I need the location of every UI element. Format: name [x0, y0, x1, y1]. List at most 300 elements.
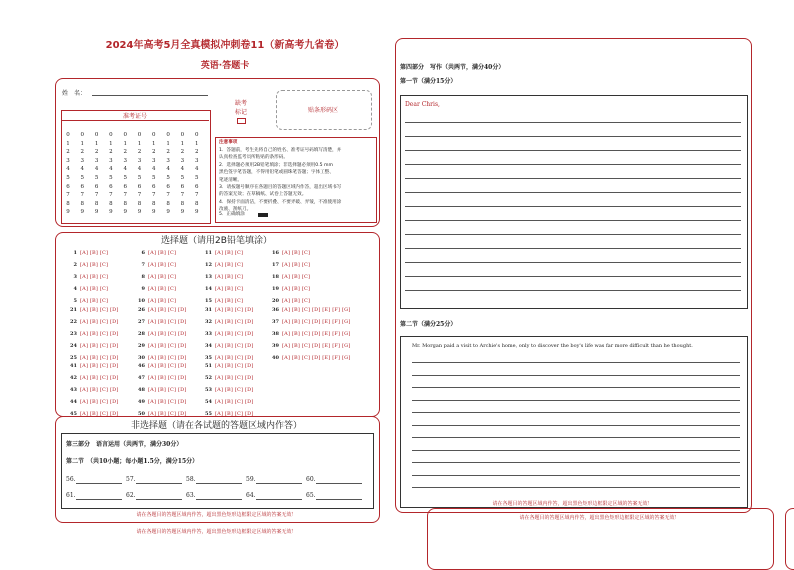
exam-digit-bubble[interactable]: 0 [137, 132, 142, 138]
answer-options[interactable]: [A] [B] [C] [148, 250, 177, 256]
exam-digit-bubble[interactable]: 1 [94, 140, 99, 147]
exam-digit-bubble[interactable]: 7 [194, 192, 199, 199]
choice-question[interactable] [136, 355, 187, 361]
absent-checkbox[interactable] [237, 118, 246, 124]
choice-question[interactable] [270, 298, 310, 304]
answer-options[interactable]: [A] [B] [C] [148, 286, 177, 292]
writing-line [405, 220, 741, 221]
exam-digit-bubble[interactable]: 6 [137, 183, 142, 190]
answer-options[interactable]: [A] [B] [C] [D] [215, 343, 254, 349]
writing-line [412, 412, 740, 413]
exam-digit-bubble[interactable]: 4 [80, 166, 85, 173]
writing-line [412, 462, 740, 463]
question-number: 33 [205, 331, 212, 337]
exam-digit-bubble[interactable]: 3 [152, 157, 156, 164]
choice-question[interactable] [136, 363, 187, 369]
choice-question[interactable] [68, 363, 119, 369]
exam-digit-bubble[interactable]: 5 [80, 174, 85, 181]
answer-options[interactable]: [A] [B] [C] [D] [215, 355, 254, 361]
choice-question[interactable] [203, 298, 243, 304]
exam-digit-bubble[interactable]: 5 [66, 174, 70, 181]
exam-digit-bubble[interactable]: 2 [123, 149, 127, 156]
next-page-border-2 [785, 508, 794, 570]
exam-digit-bubble[interactable]: 0 [109, 132, 113, 138]
choice-question[interactable] [203, 307, 254, 313]
writing-line [412, 400, 740, 401]
question-number: 14 [205, 286, 212, 292]
exam-digit-bubble[interactable]: 6 [80, 183, 85, 190]
choice-question[interactable] [68, 319, 119, 325]
exam-digit-bubble[interactable]: 3 [180, 157, 185, 164]
writing-line [412, 487, 740, 488]
exam-digit-column[interactable] [107, 131, 115, 217]
exam-digit-bubble[interactable]: 3 [123, 157, 127, 164]
absent-label: 缺考 标记 [234, 100, 247, 116]
exam-digit-bubble[interactable]: 6 [94, 183, 99, 190]
answer-options[interactable]: [A] [B] [C] [D] [80, 411, 119, 417]
writing-line [405, 164, 741, 165]
answer-options[interactable]: [A] [B] [C] [D] [148, 387, 187, 393]
exam-digit-bubble[interactable]: 8 [180, 200, 185, 207]
exam-digit-bubble[interactable]: 2 [66, 149, 70, 156]
question-number: 44 [70, 399, 77, 405]
answer-options[interactable]: [A] [B] [C] [282, 286, 311, 292]
exam-digit-column[interactable] [178, 131, 186, 217]
exam-digit-bubble[interactable]: 6 [66, 183, 70, 190]
sheet-subtitle: 英语·答题卡 [200, 61, 250, 71]
exam-digit-bubble[interactable]: 9 [123, 209, 127, 216]
answer-options[interactable]: [A] [B] [C] [D] [80, 399, 119, 405]
answer-options[interactable]: [A] [B] [C] [D] [148, 343, 187, 349]
question-number: 23 [70, 331, 77, 337]
choice-question[interactable] [68, 286, 108, 292]
exam-digit-bubble[interactable]: 1 [123, 140, 127, 147]
blank-line[interactable] [136, 483, 182, 484]
answer-options[interactable]: [A] [B] [C] [215, 262, 244, 268]
exam-digit-bubble[interactable]: 9 [109, 209, 113, 216]
exam-digit-column[interactable] [164, 131, 172, 217]
exam-digit-column[interactable] [150, 131, 158, 217]
exam-digit-bubble[interactable]: 5 [194, 174, 199, 181]
answer-options[interactable]: [A] [B] [C] [80, 274, 109, 280]
writing-line [405, 206, 741, 207]
writing-line [405, 178, 741, 179]
answer-options[interactable]: [A] [B] [C] [D] [148, 363, 187, 369]
question-number: 21 [70, 307, 77, 313]
blank-line[interactable] [196, 499, 242, 500]
choice-question[interactable] [203, 250, 243, 256]
exam-digit-bubble[interactable]: 0 [166, 132, 170, 138]
choice-question[interactable] [136, 331, 187, 337]
exam-digit-bubble[interactable]: 2 [194, 149, 199, 156]
exam-digit-bubble[interactable]: 9 [180, 209, 185, 216]
choice-question[interactable] [136, 250, 176, 256]
fill-example-label: 5．正确填涂 [219, 212, 245, 217]
exam-digit-bubble[interactable]: 0 [94, 132, 99, 138]
choice-question[interactable] [203, 363, 254, 369]
choice-question[interactable] [270, 319, 350, 325]
exam-digit-bubble[interactable]: 6 [166, 183, 170, 190]
choice-question[interactable] [136, 307, 187, 313]
exam-digit-column[interactable] [136, 131, 144, 217]
exam-digit-bubble[interactable]: 7 [80, 192, 85, 199]
exam-digit-bubble[interactable]: 8 [137, 200, 142, 207]
exam-digit-bubble[interactable]: 1 [109, 140, 113, 147]
question-number: 9 [141, 286, 145, 292]
exam-digit-bubble[interactable]: 5 [137, 174, 142, 181]
exam-digit-bubble[interactable]: 8 [194, 200, 199, 207]
exam-digit-bubble[interactable]: 7 [66, 192, 70, 199]
answer-options[interactable]: [A] [B] [C] [80, 286, 109, 292]
blank-line[interactable] [256, 499, 302, 500]
exam-digit-bubble[interactable]: 7 [109, 192, 113, 199]
question-number: 27 [138, 319, 145, 325]
answer-options[interactable]: [A] [B] [C] [80, 250, 109, 256]
answer-options[interactable]: [A] [B] [C] [D] [80, 319, 119, 325]
answer-options[interactable]: [A] [B] [C] [D] [E] [F] [G] [282, 343, 351, 349]
exam-digit-bubble[interactable]: 5 [123, 174, 127, 181]
exam-digit-bubble[interactable]: 8 [80, 200, 85, 207]
exam-digit-column[interactable] [121, 131, 129, 217]
exam-digit-bubble[interactable]: 8 [66, 200, 70, 207]
question-number: 8 [141, 274, 145, 280]
exam-digit-column[interactable] [193, 131, 201, 217]
choice-question[interactable] [203, 343, 254, 349]
question-number: 51 [205, 363, 212, 369]
answer-options[interactable]: [A] [B] [C] [D] [215, 399, 254, 405]
choice-question[interactable] [136, 387, 187, 393]
choice-question[interactable] [270, 343, 350, 349]
exam-digit-bubble[interactable]: 8 [94, 200, 99, 207]
answer-options[interactable]: [A] [B] [C] [80, 262, 109, 268]
answer-options[interactable]: [A] [B] [C] [D] [80, 387, 119, 393]
answer-options[interactable]: [A] [B] [C] [D] [E] [F] [G] [282, 307, 351, 313]
question-number: 42 [70, 375, 77, 381]
exam-digit-bubble[interactable]: 0 [152, 132, 156, 138]
exam-digit-bubble[interactable]: 7 [180, 192, 185, 199]
blank-line[interactable] [196, 483, 242, 484]
choice-question[interactable] [68, 331, 119, 337]
question-number: 31 [205, 307, 212, 313]
choice-question[interactable] [136, 399, 187, 405]
exam-digit-bubble[interactable]: 9 [166, 209, 170, 216]
choice-question[interactable] [136, 286, 176, 292]
question-number: 24 [70, 343, 77, 349]
choice-question[interactable] [68, 250, 108, 256]
choice-question[interactable] [68, 343, 119, 349]
question-number: 16 [272, 250, 279, 256]
choice-question[interactable] [68, 387, 119, 393]
answer-options[interactable]: [A] [B] [C] [D] [148, 375, 187, 381]
blank-line[interactable] [136, 499, 182, 500]
question-number: 49 [138, 399, 145, 405]
blank-number: 56. [66, 476, 76, 483]
blank-line[interactable] [316, 499, 362, 500]
exam-digit-bubble[interactable]: 4 [94, 166, 99, 173]
question-number: 10 [138, 298, 145, 304]
answer-options[interactable]: [A] [B] [C] [215, 250, 244, 256]
answer-options[interactable]: [A] [B] [C] [215, 274, 244, 280]
blank-line[interactable] [256, 483, 302, 484]
choice-question[interactable] [136, 375, 187, 381]
choice-question[interactable] [270, 274, 310, 280]
exam-digit-bubble[interactable]: 9 [194, 209, 199, 216]
exam-digit-bubble[interactable]: 2 [109, 149, 113, 156]
question-number: 40 [272, 355, 279, 361]
notes-line: 3．请按题号顺序在各题目的答题区域内作答，超出区域书写 [219, 185, 342, 191]
exam-digit-bubble[interactable]: 1 [152, 140, 156, 147]
exam-digit-bubble[interactable]: 6 [152, 183, 156, 190]
exam-digit-column[interactable] [78, 131, 86, 217]
answer-options[interactable]: [A] [B] [C] [D] [E] [F] [G] [282, 355, 351, 361]
exam-digit-bubble[interactable]: 5 [94, 174, 99, 181]
exam-digit-bubble[interactable]: 0 [194, 132, 199, 138]
answer-options[interactable]: [A] [B] [C] [215, 298, 244, 304]
choice-question[interactable] [136, 274, 176, 280]
blank-line[interactable] [76, 499, 122, 500]
exam-digit-bubble[interactable]: 0 [66, 132, 70, 138]
question-number: 32 [205, 319, 212, 325]
exam-digit-bubble[interactable]: 5 [166, 174, 170, 181]
notes-line: 改液、刮纸刀。 [219, 207, 252, 213]
next-page-warning: 请在各题目的答题区域内作答，超出黑色矩形边框限定区域的答案无效！ [519, 515, 680, 521]
choice-question[interactable] [203, 274, 243, 280]
choice-question[interactable] [203, 355, 254, 361]
answer-options[interactable]: [A] [B] [C] [D] [148, 411, 187, 417]
exam-digit-bubble[interactable]: 8 [109, 200, 113, 207]
question-number: 28 [138, 331, 145, 337]
exam-digit-bubble[interactable]: 7 [123, 192, 127, 199]
choice-question[interactable] [136, 298, 176, 304]
answer-options[interactable]: [A] [B] [C] [D] [80, 375, 119, 381]
choice-question[interactable] [68, 298, 108, 304]
exam-digit-bubble[interactable]: 7 [94, 192, 99, 199]
exam-digit-bubble[interactable]: 4 [166, 166, 170, 173]
question-number: 47 [138, 375, 145, 381]
exam-number-label: 准考证号 [122, 113, 147, 120]
exam-digit-bubble[interactable]: 2 [94, 149, 99, 156]
exam-digit-bubble[interactable]: 3 [109, 157, 113, 164]
exam-digit-bubble[interactable]: 9 [66, 209, 70, 216]
exam-digit-bubble[interactable]: 7 [166, 192, 170, 199]
choice-question[interactable] [68, 399, 119, 405]
exam-digit-bubble[interactable]: 6 [123, 183, 127, 190]
choice-question[interactable] [203, 387, 254, 393]
choice-question[interactable] [68, 355, 119, 361]
exam-digit-bubble[interactable]: 4 [137, 166, 142, 173]
exam-digit-bubble[interactable]: 4 [152, 166, 156, 173]
question-number: 12 [205, 262, 212, 268]
answer-options[interactable]: [A] [B] [C] [148, 262, 177, 268]
exam-digit-bubble[interactable]: 7 [137, 192, 142, 199]
exam-digit-bubble[interactable]: 3 [80, 157, 85, 164]
answer-options[interactable]: [A] [B] [C] [D] [E] [F] [G] [282, 319, 351, 325]
exam-digit-bubble[interactable]: 5 [180, 174, 185, 181]
question-number: 48 [138, 387, 145, 393]
name-input-line[interactable] [92, 95, 208, 96]
answer-options[interactable]: [A] [B] [C] [D] [E] [F] [G] [282, 331, 351, 337]
exam-digit-bubble[interactable]: 4 [123, 166, 127, 173]
exam-digit-bubble[interactable]: 5 [152, 174, 156, 181]
answer-options[interactable]: [A] [B] [C] [282, 274, 311, 280]
exam-digit-bubble[interactable]: 0 [80, 132, 85, 138]
exam-digit-bubble[interactable]: 9 [80, 209, 85, 216]
exam-digit-bubble[interactable]: 9 [94, 209, 99, 216]
exam-digit-bubble[interactable]: 4 [66, 166, 70, 173]
notes-line: 黑色签字笔答题，不得用铅笔或圆珠笔答题；字体工整、 [219, 170, 334, 176]
exam-digit-column[interactable] [93, 131, 101, 217]
choice-question[interactable] [136, 319, 187, 325]
choice-question[interactable] [68, 375, 119, 381]
exam-digit-bubble[interactable]: 1 [180, 140, 185, 147]
choice-question[interactable] [270, 286, 310, 292]
answer-options[interactable]: [A] [B] [C] [282, 262, 311, 268]
right-warning: 请在各题目的答题区域内作答，超出黑色矩形边框限定区域的答案无效！ [492, 501, 653, 507]
choice-question[interactable] [203, 399, 254, 405]
exam-digit-bubble[interactable]: 4 [180, 166, 185, 173]
exam-digit-bubble[interactable]: 9 [137, 209, 142, 216]
choice-question[interactable] [68, 274, 108, 280]
question-number: 7 [141, 262, 145, 268]
blank-number: 59. [246, 476, 256, 483]
blank-number: 64. [246, 492, 256, 499]
answer-options[interactable]: [A] [B] [C] [D] [215, 307, 254, 313]
exam-digit-bubble[interactable]: 1 [80, 140, 85, 147]
question-number: 6 [141, 250, 145, 256]
answer-options[interactable]: [A] [B] [C] [D] [215, 319, 254, 325]
writing-line [412, 375, 740, 376]
question-number: 5 [73, 298, 77, 304]
choice-question[interactable] [68, 307, 119, 313]
writing-line [405, 234, 741, 235]
answer-options[interactable]: [A] [B] [C] [D] [215, 363, 254, 369]
question-number: 22 [70, 319, 77, 325]
exam-digit-bubble[interactable]: 1 [137, 140, 142, 147]
exam-digit-bubble[interactable]: 2 [152, 149, 156, 156]
question-number: 19 [272, 286, 279, 292]
exam-digit-bubble[interactable]: 2 [180, 149, 185, 156]
exam-digit-bubble[interactable]: 1 [166, 140, 170, 147]
writing-line [405, 248, 741, 249]
exam-digit-column[interactable] [64, 131, 72, 217]
sheet-title: 2024年高考5月全真模拟冲刺卷11（新高考九省卷） [105, 40, 345, 51]
answer-options[interactable]: [A] [B] [C] [D] [80, 343, 119, 349]
question-number: 36 [272, 307, 279, 313]
exam-digit-bubble[interactable]: 9 [152, 209, 156, 216]
notes-title: 注意事项 [219, 140, 238, 145]
exam-digit-bubble[interactable]: 4 [194, 166, 199, 173]
answer-options[interactable]: [A] [B] [C] [D] [80, 363, 119, 369]
answer-options[interactable]: [A] [B] [C] [D] [148, 399, 187, 405]
answer-options[interactable]: [A] [B] [C] [D] [80, 307, 119, 313]
choice-question[interactable] [270, 250, 310, 256]
answer-options[interactable]: [A] [B] [C] [D] [80, 331, 119, 337]
exam-digit-bubble[interactable]: 6 [194, 183, 199, 190]
choice-question[interactable] [68, 262, 108, 268]
question-number: 11 [205, 250, 212, 256]
blank-number: 65. [306, 492, 316, 499]
writing-line [405, 150, 741, 151]
exam-digit-bubble[interactable]: 8 [166, 200, 170, 207]
exam-digit-bubble[interactable]: 8 [152, 200, 156, 207]
question-number: 25 [70, 355, 77, 361]
choice-question[interactable] [203, 262, 243, 268]
answer-options[interactable]: [A] [B] [C] [215, 286, 244, 292]
choice-question[interactable] [203, 319, 254, 325]
exam-digit-bubble[interactable]: 5 [109, 174, 113, 181]
exam-digit-bubble[interactable]: 3 [94, 157, 99, 164]
answer-options[interactable]: [A] [B] [C] [282, 298, 311, 304]
blank-number: 58. [186, 476, 196, 483]
answer-options[interactable]: [A] [B] [C] [148, 298, 177, 304]
question-number: 13 [205, 274, 212, 280]
answer-options[interactable]: [A] [B] [C] [80, 298, 109, 304]
answer-options[interactable]: [A] [B] [C] [D] [148, 331, 187, 337]
answer-options[interactable]: [A] [B] [C] [D] [215, 375, 254, 381]
writing-line [412, 450, 740, 451]
answer-options[interactable]: [A] [B] [C] [D] [215, 387, 254, 393]
question-number: 4 [73, 286, 77, 292]
exam-digit-bubble[interactable]: 2 [166, 149, 170, 156]
answer-options[interactable]: [A] [B] [C] [148, 274, 177, 280]
choice-question[interactable] [203, 286, 243, 292]
exam-digit-bubble[interactable]: 3 [194, 157, 199, 164]
question-number: 35 [205, 355, 212, 361]
answer-options[interactable]: [A] [B] [C] [D] [148, 307, 187, 313]
exam-digit-bubble[interactable]: 4 [109, 166, 113, 173]
answer-options[interactable]: [A] [B] [C] [D] [148, 355, 187, 361]
choice-question[interactable] [270, 262, 310, 268]
choice-question[interactable] [270, 307, 350, 313]
blank-number: 62. [126, 492, 136, 499]
exam-digit-bubble[interactable]: 2 [80, 149, 85, 156]
blank-line[interactable] [316, 483, 362, 484]
exam-digit-bubble[interactable]: 0 [180, 132, 185, 138]
answer-options[interactable]: [A] [B] [C] [D] [215, 331, 254, 337]
answer-options[interactable]: [A] [B] [C] [D] [148, 319, 187, 325]
choice-question[interactable] [203, 375, 254, 381]
choice-question[interactable] [203, 331, 254, 337]
exam-digit-bubble[interactable]: 0 [123, 132, 127, 138]
exam-digit-bubble[interactable]: 3 [166, 157, 170, 164]
answer-options[interactable]: [A] [B] [C] [D] [215, 411, 254, 417]
question-number: 54 [205, 399, 212, 405]
part4-heading: 第四部分 写作（共两节，满分40分） [400, 64, 505, 71]
writing-line [412, 437, 740, 438]
exam-digit-bubble[interactable]: 7 [152, 192, 156, 199]
choice-question[interactable] [136, 343, 187, 349]
exam-digit-bubble[interactable]: 6 [109, 183, 113, 190]
answer-options[interactable]: [A] [B] [C] [D] [80, 355, 119, 361]
question-number: 15 [205, 298, 212, 304]
exam-digit-bubble[interactable]: 2 [137, 149, 142, 156]
choice-question[interactable] [136, 262, 176, 268]
notes-line: 1．答题前，考生先将自己的姓名、准考证号码填写清楚，并 [219, 148, 342, 153]
answer-options[interactable]: [A] [B] [C] [282, 250, 311, 256]
question-number: 52 [205, 375, 212, 381]
exam-digit-bubble[interactable]: 1 [194, 140, 199, 147]
choice-question[interactable] [270, 355, 350, 361]
exam-digit-bubble[interactable]: 6 [180, 183, 185, 190]
exam-digit-bubble[interactable]: 3 [137, 157, 142, 164]
exam-digit-bubble[interactable]: 1 [66, 140, 70, 147]
question-number: 53 [205, 387, 212, 393]
barcode-label: 贴条形码区 [307, 107, 338, 114]
exam-digit-bubble[interactable]: 8 [123, 200, 127, 207]
blank-line[interactable] [76, 483, 122, 484]
exam-digit-bubble[interactable]: 3 [66, 157, 70, 164]
choice-question[interactable] [270, 331, 350, 337]
